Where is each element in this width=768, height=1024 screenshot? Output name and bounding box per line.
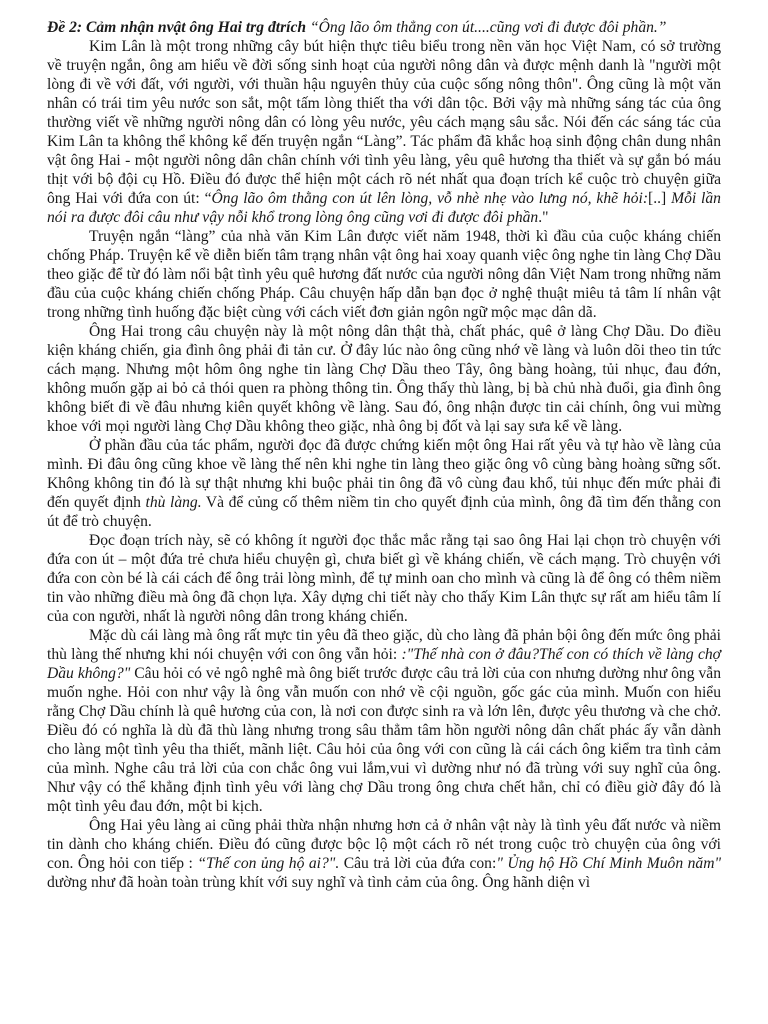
italic-quote-text: Ông lão ôm thằng con út lên lòng, vỗ nhè nhẹ vào lưng nó, khẽ hỏi: [211, 190, 649, 207]
italic-quote-text: “Thế con ủng hộ ai?". [197, 855, 340, 872]
paragraph [47, 816, 721, 892]
paragraph-text: Mặc dù cái làng mà ông rất mực tin yêu đã theo giặc, dù cho làng đã phản bội ông đến mức ông phải thù làng thế nhưng khi nói chuyện với con ông vẫn hỏi: [47, 627, 721, 663]
paragraph-text: Ông Hai yêu làng ai cũng phải thừa nhận nhưng hơn cả ở nhân vật này là tình yêu đất nước và niềm tin dành cho kháng chiến. Điều đó cũng được bộc lộ một cách rõ nét trong cuộc trò chuyện của ông với con. Ông hỏi con tiếp : [47, 817, 721, 872]
paragraph-text: Truyện ngắn “làng” của nhà văn Kim Lân được viết năm 1948, thời kì đầu của cuộc kháng chiến chống Pháp. Truyện kể về diễn biến tâm trạng nhân vật ông hai xoay quanh việc ông nghe tin làng Chợ Dầu theo giặc để từ đó làm nổi bật tình yêu quê hương đất nước của người nông dân Việt Nam trong những năm đầu của cuộc kháng chiến chống Pháp. Câu chuyện hấp dẫn bạn đọc ở nghệ thuật miêu tả tâm lí nhân vật trong những tình huống đặc biệt cùng với cách viết đơn giản ngôn ngữ mộc mạc dân dã. [47, 228, 721, 321]
paragraph [47, 531, 721, 626]
heading-topic: Đề 2: Cảm nhận nvật ông Hai trg đtrích [47, 19, 307, 36]
paragraph-text: Kim Lân là một trong những cây bút hiện thực tiêu biểu trong nền văn học Việt Nam, có sở trường về truyện ngắn, ông am hiểu về đời sống sinh hoạt của người nông dân và được mệnh danh là "người một lòng đi về với đất, với người, với thuần hậu nguyên thủy của cuộc sống nông thôn". Ông cũng là một văn nhân có trái tim yêu nước son sắt, một tấm lòng thiết tha với dân tộc. Bởi vậy mà những sáng tác của ông thường viết về những người nông dân có lòng yêu nước, yêu cách mạng sâu sắc. Nói đến các sáng tác của Kim Lân ta không thể không kể đến truyện ngắn “Làng”. Tác phẩm đã khắc hoạ sinh động chân dung nhân vật ông Hai - một người nông dân chân chính với tình yêu làng, yêu quê hương tha thiết và sự gắn bó máu thịt với bộ đội cụ Hồ. Điều đó được thể hiện một cách rõ nét nhất qua đoạn trích kể cuộc trò chuyện giữa ông Hai với đứa con út: “ [47, 38, 721, 207]
paragraph-text: Câu trả lời của đứa con: [339, 855, 497, 872]
paragraph [47, 37, 721, 227]
italic-quote-text: thù làng. [145, 494, 202, 511]
paragraph-text: Ở phần đầu của tác phẩm, người đọc đã được chứng kiến một ông Hai rất yêu và tự hào về làng của mình. Đi đâu ông cũng khoe về làng thế nên khi nghe tin làng theo giặc ông vô cùng bàng hoàng sững sốt. Không không tin đó là sự thật nhưng khi buộc phải tin ông đã vô cùng đau khổ, tủi nhục đến mức phải đi đến quyết định [47, 437, 721, 511]
italic-quote-text: " Ủng hộ Hồ Chí Minh Muôn năm" [496, 855, 722, 872]
paragraph-text: Đọc đoạn trích này, sẽ có không ít người đọc thắc mắc rằng tại sao ông Hai lại chọn trò chuyện với đứa con út – một đứa trẻ chưa hiểu chuyện gì, chưa biết gì về kháng chiến, về cách mạng. Trò chuyện với đứa con còn bé là cái cách để ông trải lòng mình, để tự minh oan cho mình và cũng là để ông có thêm niềm tin vào những điều mà ông đã chọn lựa. Xây dựng chi tiết này cho thấy Kim Lân thực sự rất am hiểu tâm lí của con người, nhất là người nông dân trong kháng chiến. [47, 532, 721, 625]
paragraph [47, 626, 721, 816]
paragraph-text: [..] [648, 190, 672, 207]
paragraph-text: Ông Hai trong câu chuyện này là một nông dân thật thà, chất phác, quê ở làng Chợ Dầu. Do điều kiện kháng chiến, gia đình ông phải đi tản cư. Ở đây lúc nào ông cũng nhớ về làng và luôn dõi theo tin tức cách mạng. Nhưng một hôm ông nghe tin làng Chợ Dầu theo Tây, ông bàng hoàng, tủi nhục, đau đớn, không muốn gặp ai bỏ cả thói quen ra phòng thông tin. Ông thấy thù làng, bị bà chủ nhà đuổi, gia đình ông không biết đi về đâu nhưng kiên quyết không về làng. Sau đó, ông nhận được tin cải chính, ông vui mừng khoe với mọi người làng Chợ Dầu không theo giặc, nhà ông bị đốt và lại say sưa kể về làng. [47, 323, 721, 435]
paragraph [47, 436, 721, 531]
italic-quote-text: Mỗi lần nói ra được đôi câu như vậy nỗi khổ trong lòng ông cũng vơi đi được đôi phần [47, 190, 721, 226]
heading-quote: “Ông lão ôm thẳng con út....cũng vơi đi được đôi phần.” [306, 19, 667, 36]
paragraph [47, 322, 721, 436]
paragraph-text: Câu hỏi có vẻ ngô nghê mà ông biết trước được câu trả lời của con nhưng dường như ông vẫn muốn nghe. Hỏi con như vậy là ông vẫn muốn con nhớ về cội nguồn, gốc gác của mình. Muốn con hiểu rằng Chợ Dầu chính là quê hương của con, là nơi con được sinh ra và lớn lên, được yêu thương và che chở. Điều đó có nghĩa là dù đã thù làng nhưng trong sâu thẳm tâm hồn người nông dân chất phác ấy vẫn dành cho làng một tình yêu tha thiết, mãnh liệt. Câu hỏi của ông với con cũng là cái cách ông kiểm tra tình cảm của mình. Nghe câu trả lời của con chắc ông vui lắm,vui vì dường như nó đã trùng với suy nghĩ của ông. Như vậy có thể khẳng định tình yêu với làng chợ Dầu trong ông chưa chết hẳn, chỉ có điều giờ đây đó là một tình yêu đau đớn, một bi kịch. [47, 665, 721, 815]
paragraph-text: dường như đã hoàn toàn trùng khít với suy nghĩ và tình cảm của ông. Ông hãnh diện vì [47, 874, 591, 891]
paragraph [47, 227, 721, 322]
essay-heading [47, 18, 721, 37]
paragraph-text: Và để củng cố thêm niềm tin cho quyết định của mình, ông đã tìm đến thằng con út để trò chuyện. [47, 494, 722, 530]
paragraph-text: ." [538, 209, 549, 226]
essay-body [47, 37, 721, 892]
italic-quote-text: :"Thế nhà con ở đâu?Thế con có thích về làng chợ Dầu không?" [47, 646, 721, 682]
